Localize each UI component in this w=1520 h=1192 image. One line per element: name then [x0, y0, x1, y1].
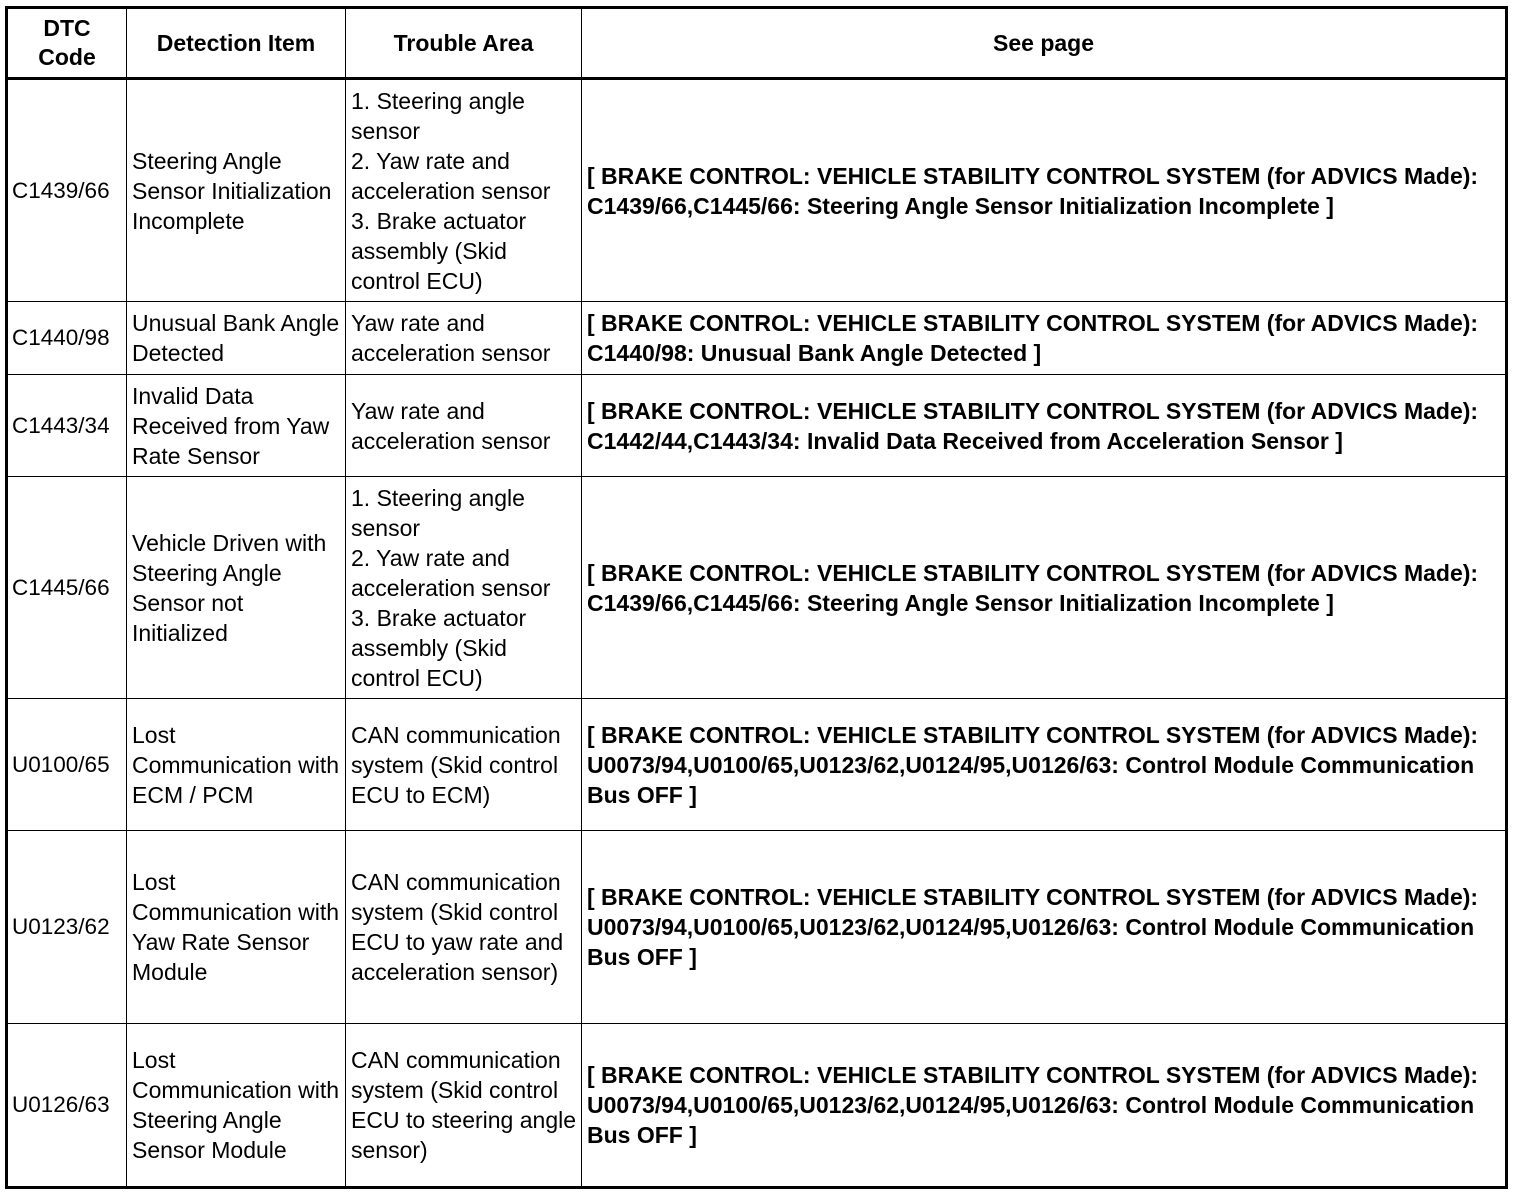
detection-item-cell: Lost Communication with Steering Angle Sensor Module — [127, 1024, 346, 1188]
trouble-area-cell: CAN communication system (Skid control ECU to yaw rate and acceleration sensor) — [346, 831, 582, 1024]
header-row — [7, 8, 1507, 79]
trouble-area-cell: Yaw rate and acceleration sensor — [346, 302, 582, 375]
detection-item-cell: Steering Angle Sensor Initialization Incomplete — [127, 79, 346, 302]
see-page-link[interactable]: [ BRAKE CONTROL: VEHICLE STABILITY CONTROL SYSTEM (for ADVICS Made): C1439/66,C1445/66: Steering Angle Sensor Initialization Incomplete ] — [582, 79, 1507, 302]
dtc-code-cell: U0100/65 — [7, 699, 127, 831]
table-row — [7, 477, 1507, 699]
dtc-code-cell: C1443/34 — [7, 375, 127, 477]
detection-item-cell: Invalid Data Received from Yaw Rate Sensor — [127, 375, 346, 477]
dtc-code-cell: U0126/63 — [7, 1024, 127, 1188]
see-page-link[interactable]: [ BRAKE CONTROL: VEHICLE STABILITY CONTROL SYSTEM (for ADVICS Made): C1442/44,C1443/34: Invalid Data Received from Acceleration Sensor ] — [582, 375, 1507, 477]
see-page-link[interactable]: [ BRAKE CONTROL: VEHICLE STABILITY CONTROL SYSTEM (for ADVICS Made): U0073/94,U0100/65,U0123/62,U0124/95,U0126/63: Control Module Communication Bus OFF ] — [582, 831, 1507, 1024]
see-page-link[interactable]: [ BRAKE CONTROL: VEHICLE STABILITY CONTROL SYSTEM (for ADVICS Made): C1439/66,C1445/66: Steering Angle Sensor Initialization Incomplete ] — [582, 477, 1507, 699]
table-row — [7, 831, 1507, 1024]
dtc-code-cell: C1439/66 — [7, 79, 127, 302]
detection-item-cell: Lost Communication with ECM / PCM — [127, 699, 346, 831]
header-trouble-area: Trouble Area — [346, 8, 582, 79]
trouble-area-cell: 1. Steering angle sensor 2. Yaw rate and acceleration sensor 3. Brake actuator assembly (Skid control ECU) — [346, 79, 582, 302]
detection-item-cell: Lost Communication with Yaw Rate Sensor Module — [127, 831, 346, 1024]
header-see-page: See page — [582, 8, 1507, 79]
table-row — [7, 302, 1507, 375]
trouble-area-cell: 1. Steering angle sensor 2. Yaw rate and acceleration sensor 3. Brake actuator assembly (Skid control ECU) — [346, 477, 582, 699]
header-detection-item: Detection Item — [127, 8, 346, 79]
dtc-table — [5, 6, 1508, 1189]
header-dtc-code: DTC Code — [7, 8, 127, 79]
table-row — [7, 375, 1507, 477]
trouble-area-cell: Yaw rate and acceleration sensor — [346, 375, 582, 477]
trouble-area-cell: CAN communication system (Skid control ECU to ECM) — [346, 699, 582, 831]
see-page-link[interactable]: [ BRAKE CONTROL: VEHICLE STABILITY CONTROL SYSTEM (for ADVICS Made): U0073/94,U0100/65,U0123/62,U0124/95,U0126/63: Control Module Communication Bus OFF ] — [582, 699, 1507, 831]
detection-item-cell: Vehicle Driven with Steering Angle Sensor not Initialized — [127, 477, 346, 699]
dtc-code-cell: C1440/98 — [7, 302, 127, 375]
dtc-code-cell: C1445/66 — [7, 477, 127, 699]
detection-item-cell: Unusual Bank Angle Detected — [127, 302, 346, 375]
see-page-link[interactable]: [ BRAKE CONTROL: VEHICLE STABILITY CONTROL SYSTEM (for ADVICS Made): U0073/94,U0100/65,U0123/62,U0124/95,U0126/63: Control Module Communication Bus OFF ] — [582, 1024, 1507, 1188]
table-row — [7, 79, 1507, 302]
trouble-area-cell: CAN communication system (Skid control ECU to steering angle sensor) — [346, 1024, 582, 1188]
table-row — [7, 699, 1507, 831]
table-row — [7, 1024, 1507, 1188]
dtc-code-cell: U0123/62 — [7, 831, 127, 1024]
see-page-link[interactable]: [ BRAKE CONTROL: VEHICLE STABILITY CONTROL SYSTEM (for ADVICS Made): C1440/98: Unusual Bank Angle Detected ] — [582, 302, 1507, 375]
